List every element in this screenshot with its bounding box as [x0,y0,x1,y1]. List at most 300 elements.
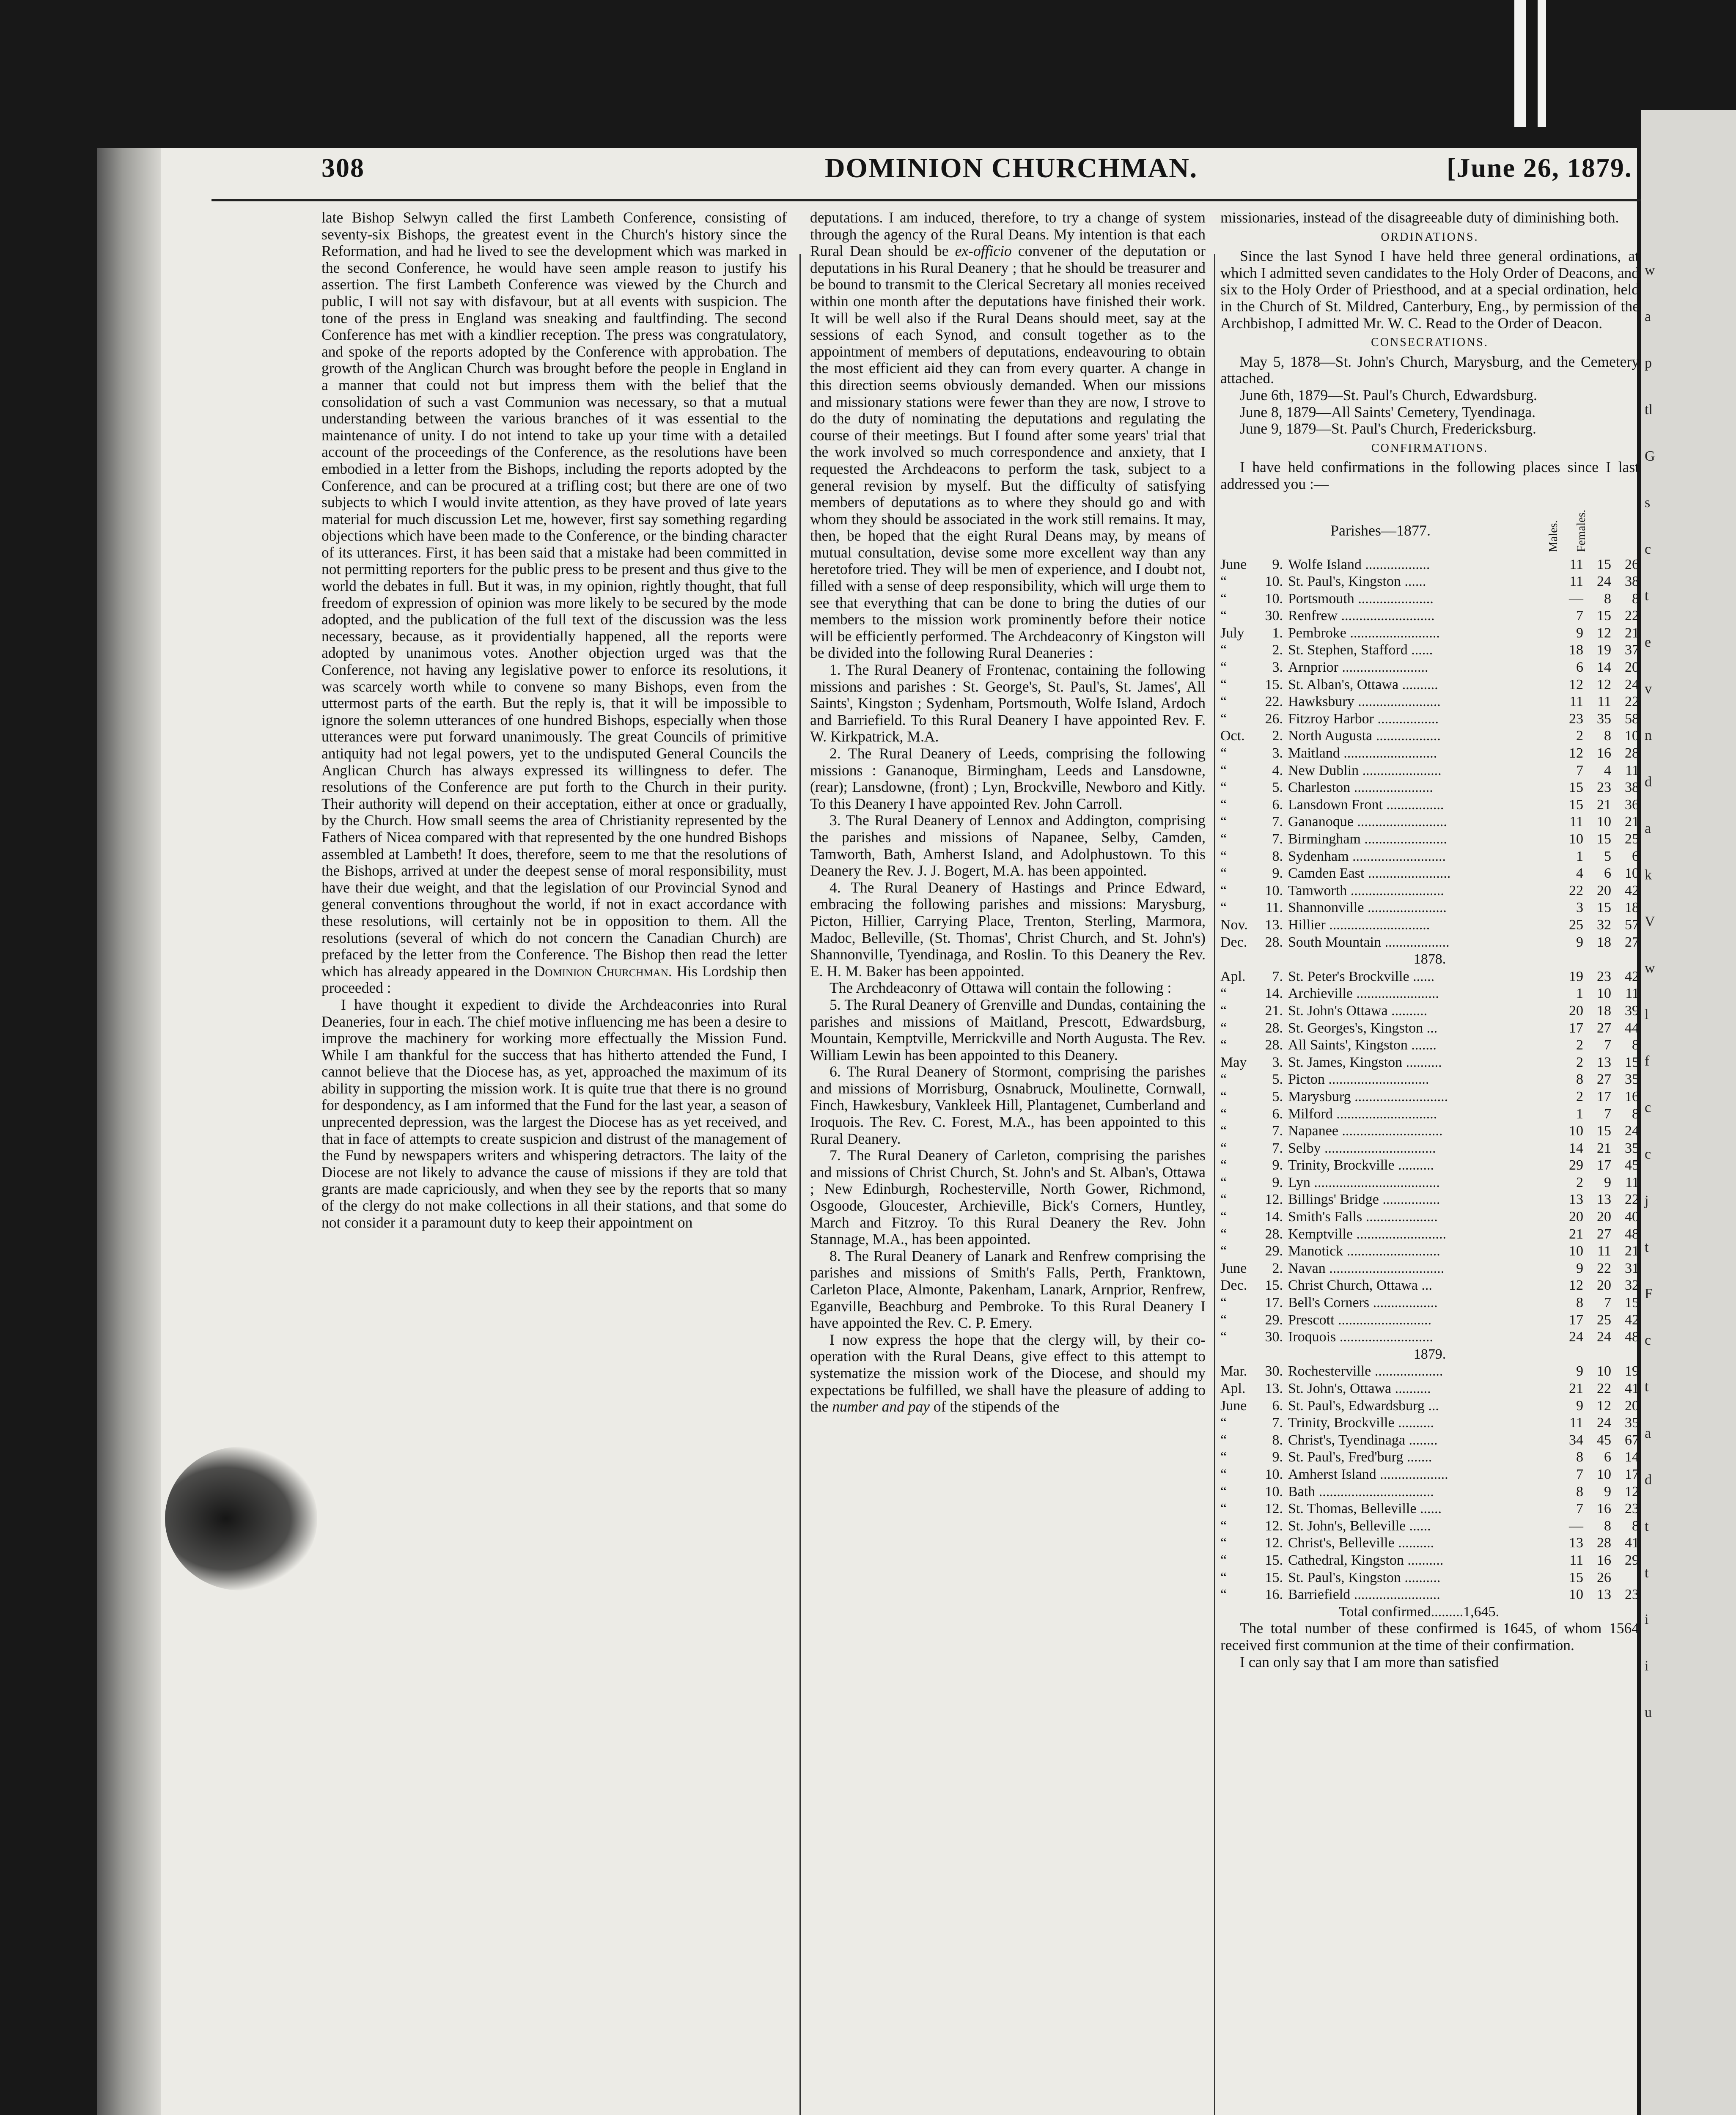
females-cell: 7 [1604,1037,1611,1053]
total-cell: 57 [1625,917,1639,933]
parish-cell: St. Thomas, Belleville ...... [1288,1501,1442,1517]
day-cell: 9. [1272,1157,1283,1173]
females-cell: 16 [1597,745,1611,761]
month-cell: “ [1220,1226,1227,1242]
parish-cell: Picton ............................ [1288,1071,1429,1088]
total-cell [1611,1569,1639,1587]
males-cell: 7 [1576,762,1583,778]
total-cell: 8 [1632,591,1639,607]
month-cell: “ [1220,1449,1227,1465]
day-cell: 4. [1272,762,1283,778]
rows-1877 [1220,556,1639,951]
adjacent-page-letter: c [1645,541,1651,557]
females-column-label: Females. [1575,509,1588,552]
day-cell: 6. [1272,1398,1283,1414]
parish-cell: Napanee ............................ [1288,1123,1443,1139]
total-cell: 15 [1625,1295,1639,1311]
females-cell: 11 [1597,1243,1611,1259]
day-cell: 10. [1265,591,1283,607]
month-cell: May [1220,1054,1247,1070]
table-row [1220,607,1639,625]
month-cell: June [1220,1260,1247,1276]
table-row [1220,556,1639,574]
table-row [1220,899,1639,917]
parish-cell: Barriefield ........................ [1288,1587,1440,1603]
males-cell: 11 [1569,556,1583,572]
day-cell: 6. [1272,797,1283,813]
total-cell: 18 [1625,900,1639,916]
day-cell: 15. [1265,1569,1283,1585]
males-cell: 11 [1569,574,1583,590]
parish-cell: Maitland .......................... [1288,745,1437,761]
males-cell: 8 [1576,1449,1583,1465]
table-row [1220,1140,1639,1157]
table-row [1220,711,1639,728]
parish-cell: Lyn ................................... [1288,1174,1440,1190]
total-cell: 22 [1625,694,1639,710]
parish-cell: Bath ................................ [1288,1483,1434,1500]
table-row [1220,1277,1639,1294]
parish-cell: Birmingham ....................... [1288,831,1447,847]
thumb-shadow [165,1447,317,1590]
females-cell: 27 [1597,1226,1611,1242]
total-cell: 35 [1625,1140,1639,1156]
males-cell: 11 [1569,694,1583,710]
month-cell: July [1220,625,1244,641]
females-cell: 21 [1597,1140,1611,1156]
males-cell: 12 [1569,1277,1583,1294]
month-cell: “ [1220,676,1227,692]
table-row [1220,1500,1639,1518]
parish-cell: St. Alban's, Ottawa .......... [1288,676,1438,692]
females-cell: 15 [1597,608,1611,624]
total-cell: 39 [1625,1003,1639,1019]
month-cell: June [1220,1398,1247,1414]
table-row [1220,1312,1639,1329]
day-cell: 9. [1272,556,1283,572]
males-cell: 10 [1569,1123,1583,1139]
day-cell: 12. [1265,1518,1283,1534]
parish-cell: Milford ............................ [1288,1106,1437,1122]
month-cell: “ [1220,1415,1227,1431]
total-cell: 42 [1625,968,1639,984]
month-cell: Oct. [1220,728,1245,744]
adjacent-page-letter: t [1645,1379,1649,1395]
adjacent-page-letter: t [1645,588,1649,604]
month-cell: “ [1220,1209,1227,1225]
day-cell: 8. [1272,848,1283,864]
paragraph-text: I now express the hope that the clergy will, by their co-operation with the Rural Deans, give effect to this attempt to systematize the mission work of the Diocese, and should my expectations be fulfilled, we shall have the pleasure of adding to the [810,1331,1206,1415]
males-cell: 20 [1569,1003,1583,1019]
total-cell: 20 [1625,659,1639,676]
parish-cell: St. James, Kingston .......... [1288,1054,1442,1070]
month-cell: “ [1220,1243,1227,1259]
females-cell: 20 [1597,1277,1611,1294]
column-1 [321,209,787,1231]
day-cell: 28. [1265,934,1283,950]
table-row [1220,1054,1639,1071]
day-cell: 22. [1265,694,1283,710]
total-cell: 38 [1625,574,1639,590]
day-cell: 30. [1265,608,1283,624]
day-cell: 9. [1272,1449,1283,1465]
month-cell: Nov. [1220,917,1248,933]
adjacent-page-letter: t [1645,1565,1649,1581]
adjacent-page-letter: d [1645,1472,1652,1488]
paragraph-text: of the stipends of the [929,1398,1060,1415]
parish-cell: Charleston ...................... [1288,780,1433,796]
parish-cell: Billings' Bridge ................ [1288,1192,1440,1208]
italic-term: number and pay [832,1398,930,1415]
total-cell: 17 [1625,1466,1639,1482]
parish-cell: Hillier ............................ [1288,917,1430,933]
day-cell: 5. [1272,780,1283,796]
adjacent-page-letter: j [1645,1193,1649,1209]
day-cell: 15. [1265,1552,1283,1568]
day-cell: 28. [1265,1226,1283,1242]
column-3 [1220,209,1639,1670]
day-cell: 2. [1272,642,1283,658]
females-cell: 15 [1597,900,1611,916]
total-cell: 38 [1625,780,1639,796]
males-cell: 1 [1576,986,1583,1002]
month-cell: “ [1220,882,1227,898]
adjacent-page-letter: f [1645,1053,1650,1069]
males-cell: 10 [1569,1587,1583,1603]
table-row [1220,1088,1639,1106]
paragraph: 4. The Rural Deanery of Hastings and Prince Edward, embracing the following parishes and missions: Marysburg, Picton, Hillier, Carrying Place, Trenton, Sterling, Marmora, Madoc, Belleville, (St. Thomas', Christ Church, and St. John's) Shannonville, Tyendinaga, and Roslin. To this Deanery the Rev. E. H. M. Baker has been appointed. [810,879,1206,980]
females-cell: 9 [1604,1174,1611,1190]
table-row [1220,676,1639,694]
total-cell: 11 [1625,1174,1639,1190]
parish-cell: Cathedral, Kingston .......... [1288,1552,1444,1568]
parish-cell: Portsmouth ..................... [1288,591,1434,607]
adjacent-page-letter: l [1645,1007,1649,1022]
adjacent-page-letter: w [1645,960,1655,976]
males-cell: 13 [1569,1192,1583,1208]
paragraph [321,209,787,997]
adjacent-page-letter: p [1645,355,1652,371]
adjacent-page-letter: G [1645,448,1655,464]
parish-cell: Marysburg .......................... [1288,1088,1448,1104]
females-cell: 19 [1597,642,1611,658]
males-cell: 21 [1569,1226,1583,1242]
table-row [1220,1466,1639,1483]
total-cell: 10 [1625,728,1639,744]
females-cell: 20 [1597,1209,1611,1225]
males-cell: 9 [1576,625,1583,641]
parish-cell: St. Paul's, Edwardsburg ... [1288,1398,1439,1414]
males-cell: 34 [1569,1432,1583,1448]
day-cell: 13. [1265,1381,1283,1396]
total-cell: 10 [1625,865,1639,882]
parish-cell: Kemptville ......................... [1288,1226,1446,1242]
females-cell: 45 [1597,1432,1611,1448]
parish-cell: Selby ............................... [1288,1140,1436,1156]
consecration-entry: June 6th, 1879—St. Paul's Church, Edwardsburg. [1240,386,1537,404]
males-cell: 8 [1576,1071,1583,1088]
adjacent-page-letter: n [1645,728,1652,743]
day-cell: 29. [1265,1243,1283,1259]
females-cell: 13 [1597,1054,1611,1070]
month-cell: “ [1220,1106,1227,1122]
table-row [1220,1449,1639,1466]
adjacent-page-letter: V [1645,914,1655,929]
day-cell: 28. [1265,1020,1283,1036]
year-heading: 1878. [1413,951,1446,967]
females-cell: 15 [1597,556,1611,572]
parish-cell: Wolfe Island .................. [1288,556,1430,572]
total-cell: 12 [1625,1483,1639,1500]
month-cell: “ [1220,1432,1227,1448]
month-cell: “ [1220,1140,1227,1156]
males-cell: 9 [1576,1398,1583,1414]
total-cell: 15 [1625,1054,1639,1070]
males-cell: 3 [1576,900,1583,916]
table-row [1220,1226,1639,1243]
table-row [1220,659,1639,676]
section-heading-consecrations: CONSECRATIONS. [1371,336,1489,349]
females-cell: 17 [1597,1157,1611,1173]
parish-cell: Renfrew .......................... [1288,608,1435,624]
table-row [1220,1020,1639,1037]
day-cell: 10. [1265,1466,1283,1482]
table-row [1220,1037,1639,1054]
males-cell: 15 [1569,1569,1583,1585]
day-cell: 3. [1272,659,1283,676]
females-cell: 12 [1597,625,1611,641]
adjacent-page-letter: c [1645,1100,1651,1115]
table-row [1220,797,1639,814]
binding-bar [1538,0,1546,127]
total-cell: 14 [1625,1449,1639,1465]
males-cell: 2 [1576,1037,1583,1053]
table-row [1220,1552,1639,1569]
table-row [1220,1398,1639,1415]
males-cell: 20 [1569,1209,1583,1225]
males-cell: 8 [1576,1483,1583,1500]
females-cell: 17 [1597,1088,1611,1104]
table-row [1220,1243,1639,1260]
paragraph: I have held confirmations in the following places since I last addressed you :— [1220,459,1639,492]
month-cell: “ [1220,745,1227,761]
paragraph: I have thought it expedient to divide the Archdeaconries into Rural Deaneries, four in each. The chief motive influencing me has been a desire to improve the machinery for working more effectually the Mission Fund. While I am thankful for the success that has hitherto attended the Fund, I cannot believe that the Diocese has, as yet, approached the maximum of its ability in supporting the mission work. It is quite true that there is no ground for despondency, as I am informed that the Fund for the last year, a season of unprecented depression, was the largest the Diocese has as yet received, and that in face of attempts to create suspicion and distrust of the management of the Fund by newspapers writers and whispering detractors. The laity of the Diocese are not likely to advance the cause of missions if they are told that grants are made capriciously, and when they see by the reports that so many of the clergy do not make collections in all their stations, and that some do not consider it a paramount duty to keep their appointment on [321,996,787,1231]
adjacent-page-letter: v [1645,681,1652,697]
adjacent-page-letter: t [1645,1519,1649,1534]
consecration-entry: June 8, 1879—All Saints' Cemetery, Tyendinaga. [1240,403,1536,420]
females-cell: 10 [1597,1363,1611,1379]
table-row [1220,1432,1639,1449]
month-cell: “ [1220,574,1227,590]
month-cell: “ [1220,1569,1227,1585]
parish-cell: Smith's Falls .................... [1288,1209,1438,1225]
paragraph-text: convener of the deputation or deputations in his Rural Deanery ; that he should be treasurer and be bound to transmit to the Clerical Secretary all monies received within one month after the deputations have finished their work. It will be well also if the Rural Deans should meet, say at the sessions of each Synod, and consult together as to the appointment of members of deputations, endeavouring to obtain the most efficient aid they can from every quarter. A change in this direction seems obviously demanded. When our missions and missionary stations were fewer than they are now, I strove to do the duty of nominating the deputations and regulating the course of their meetings. But I found after some years' trial that the work involved so much correspondence and anxiety, that I requested the Archdeacons to perform the task, subject to a general revision by myself. But the difficulty of satisfying members of deputations as to where they should go and with whom they should be associated in the work still remains. It may, then, be hoped that the eight Rural Deans may, by means of mutual consultation, devise some more excellent way than any heretofore tried. They will be men of experience, and I doubt not, filled with a sense of deep responsibility, which will urge them to see that everything that can be done to bring the duties of our members to the mission work prominently before their notice will be efficiently performed. The Archdeaconry of Kingston will be divided into the following Rural Deaneries : [810,242,1206,662]
table-row [1220,1003,1639,1020]
table-row [1220,934,1639,951]
month-cell: “ [1220,1295,1227,1311]
paragraph: The Archdeaconry of Ottawa will contain the following : [830,979,1172,997]
females-cell: 12 [1597,1398,1611,1414]
females-cell: 7 [1604,1295,1611,1311]
day-cell: 17. [1265,1295,1283,1311]
parish-cell: St. John's, Ottawa .......... [1288,1381,1431,1396]
parish-cell: Hawksbury ....................... [1288,694,1441,710]
parish-cell: Christ's, Tyendinaga ........ [1288,1432,1438,1448]
table-row [1220,1586,1639,1604]
parish-cell: Christ Church, Ottawa ... [1288,1277,1432,1294]
table-row [1220,1535,1639,1552]
males-cell: 1 [1576,1106,1583,1122]
binding-bar [1514,0,1526,127]
total-cell: 20 [1625,1398,1639,1414]
day-cell: 3. [1272,745,1283,761]
females-cell: 8 [1604,728,1611,744]
total-cell: 21 [1625,1243,1639,1259]
total-cell: 8 [1632,1518,1639,1534]
year-row [1220,951,1639,968]
table-row [1220,1157,1639,1174]
day-cell: 7. [1272,968,1283,984]
adjacent-page-letter: k [1645,867,1652,883]
adjacent-page-letter: c [1645,1332,1651,1348]
day-cell: 7. [1272,1415,1283,1431]
total-cell: 45 [1625,1157,1639,1173]
females-cell: 4 [1604,762,1611,778]
parish-cell: Navan ................................ [1288,1260,1445,1276]
table-row [1220,1363,1639,1380]
paragraph: 5. The Rural Deanery of Grenville and Dundas, containing the parishes and missions of Maitland, Prescott, Edwardsburg, Mountain, Kemptville, Merrickville and North Augusta. The Rev. William Lewin has been appointed to this Deanery. [810,996,1206,1063]
table-row [1220,865,1639,882]
month-cell: “ [1220,1037,1227,1053]
paragraph: 3. The Rural Deanery of Lennox and Addington, comprising the parishes and missions of Napanee, Selby, Camden, Tamworth, Bath, Amherst Island, and Adolphustown. To this Deanery the Rev. J. J. Bogert, M.A. has been appointed. [810,812,1206,879]
total-cell: 8 [1632,1106,1639,1122]
total-cell: 42 [1625,1312,1639,1328]
table-heading: Parishes—1877. [1330,522,1431,539]
total-cell: 16 [1625,1088,1639,1104]
females-cell: 28 [1597,1535,1611,1551]
table-row [1220,882,1639,900]
day-cell: 7. [1272,814,1283,830]
females-cell: 24 [1597,1415,1611,1431]
adjacent-page-letter: c [1645,1146,1651,1162]
total-cell: 21 [1625,625,1639,641]
month-cell: “ [1220,848,1227,864]
males-cell: 2 [1576,1174,1583,1190]
total-cell: 23 [1625,1501,1639,1517]
females-cell: 13 [1597,1192,1611,1208]
day-cell: 6. [1272,1106,1283,1122]
table-row [1220,642,1639,659]
column-divider [799,254,801,2115]
males-cell: 10 [1569,831,1583,847]
paragraph: 7. The Rural Deanery of Carleton, comprising the parishes and missions of Christ Church, St. John's and St. Alban's, Ottawa ; New Edinburgh, Rochesterville, North Gower, Richmond, Osgoode, Gloucester, Archieville, Bick's Corners, Huntley, March and Fitzroy. To this Rural Deanery the Rev. John Stannage, M.A., has been appointed. [810,1147,1206,1248]
parish-cell: Camden East ....................... [1288,865,1451,882]
females-cell: 35 [1597,711,1611,727]
month-cell: “ [1220,865,1227,882]
total-cell: 11 [1625,762,1639,778]
total-cell: 40 [1625,1209,1639,1225]
paragraph: Since the last Synod I have held three general ordinations, at which I admitted seven candidates to the Holy Order of Deacons, and six to the Holy Order of Priesthood, and at a special ordination, held in the Church of St. Mildred, Canterbury, Eng., by permission of the Archbishop, I admitted Mr. W. C. Read to the Order of Deacon. [1220,247,1639,332]
males-cell: — [1569,591,1583,607]
table-row [1220,573,1639,591]
month-cell: “ [1220,780,1227,796]
paragraph: 2. The Rural Deanery of Leeds, comprising the following missions : Gananoque, Birmingham, Leeds and Lansdowne, (rear); Lansdowne, (front) ; Lyn, Brockville, Newboro and Kitly. To this Deanery I have appointed Rev. John Carroll. [810,745,1206,812]
day-cell: 2. [1272,1260,1283,1276]
females-cell: 26 [1597,1569,1611,1585]
males-cell: 13 [1569,1535,1583,1551]
males-cell: 12 [1569,676,1583,692]
table-row [1220,1209,1639,1226]
day-cell: 16. [1265,1587,1283,1603]
day-cell: 5. [1272,1071,1283,1088]
day-cell: 3. [1272,1054,1283,1070]
section-heading-ordinations: ORDINATIONS. [1381,230,1479,244]
month-cell: “ [1220,711,1227,727]
rows-1878 [1220,968,1639,1346]
column-divider [1214,254,1215,2115]
table-row [1220,1518,1639,1535]
females-cell: 9 [1604,1483,1611,1500]
males-cell: — [1569,1518,1583,1534]
month-cell: “ [1220,1501,1227,1517]
day-cell: 14. [1265,986,1283,1002]
males-cell: 21 [1569,1381,1583,1396]
day-cell: 14. [1265,1209,1283,1225]
table-row [1220,745,1639,762]
females-cell: 24 [1597,574,1611,590]
month-cell: “ [1220,591,1227,607]
month-cell: “ [1220,1020,1227,1036]
adjacent-page-letter: i [1645,1658,1649,1674]
total-cell: 37 [1625,642,1639,658]
females-cell: 23 [1597,968,1611,984]
total-cell: 6 [1632,848,1639,864]
females-cell: 12 [1597,676,1611,692]
month-cell: “ [1220,1312,1227,1328]
paragraph: missionaries, instead of the disagreeable duty of diminishing both. [1220,209,1619,226]
month-cell: “ [1220,831,1227,847]
parish-cell: Lansdown Front ................ [1288,797,1444,813]
total-cell: 26 [1625,556,1639,572]
table-row [1220,1380,1639,1398]
adjacent-page-letter: tl [1645,402,1653,418]
females-cell: 8 [1604,591,1611,607]
day-cell: 2. [1272,728,1283,744]
males-cell: 11 [1569,1552,1583,1568]
females-cell: 27 [1597,1071,1611,1088]
total-cell: 29 [1625,1552,1639,1568]
parish-cell: Bell's Corners .................. [1288,1295,1438,1311]
table-row [1220,1123,1639,1140]
total-cell: 23 [1625,1587,1639,1603]
paragraph: 1. The Rural Deanery of Frontenac, containing the following missions and parishes : St. George's, St. Paul's, St. James', All Saints', Kingston ; Sydenham, Portsmouth, Wolfe Island, Ardoch and Barriefield. To this Rural Deanery I have appointed Rev. F. W. Kirkpatrick, M.A. [810,661,1206,745]
males-cell: 2 [1576,728,1583,744]
issue-date: [June 26, 1879. [1447,153,1632,183]
month-cell: “ [1220,1483,1227,1500]
males-cell: 1 [1576,848,1583,864]
day-cell: 26. [1265,711,1283,727]
parish-cell: South Mountain .................. [1288,934,1450,950]
table-row [1220,1260,1639,1277]
males-cell: 17 [1569,1312,1583,1328]
table-row [1220,831,1639,848]
month-cell: “ [1220,797,1227,813]
males-cell: 7 [1576,1466,1583,1482]
parish-cell: Gananoque ......................... [1288,814,1447,830]
adjacent-page-letter: e [1645,634,1651,650]
parish-cell: Christ's, Belleville .......... [1288,1535,1434,1551]
total-cell: 48 [1625,1329,1639,1345]
